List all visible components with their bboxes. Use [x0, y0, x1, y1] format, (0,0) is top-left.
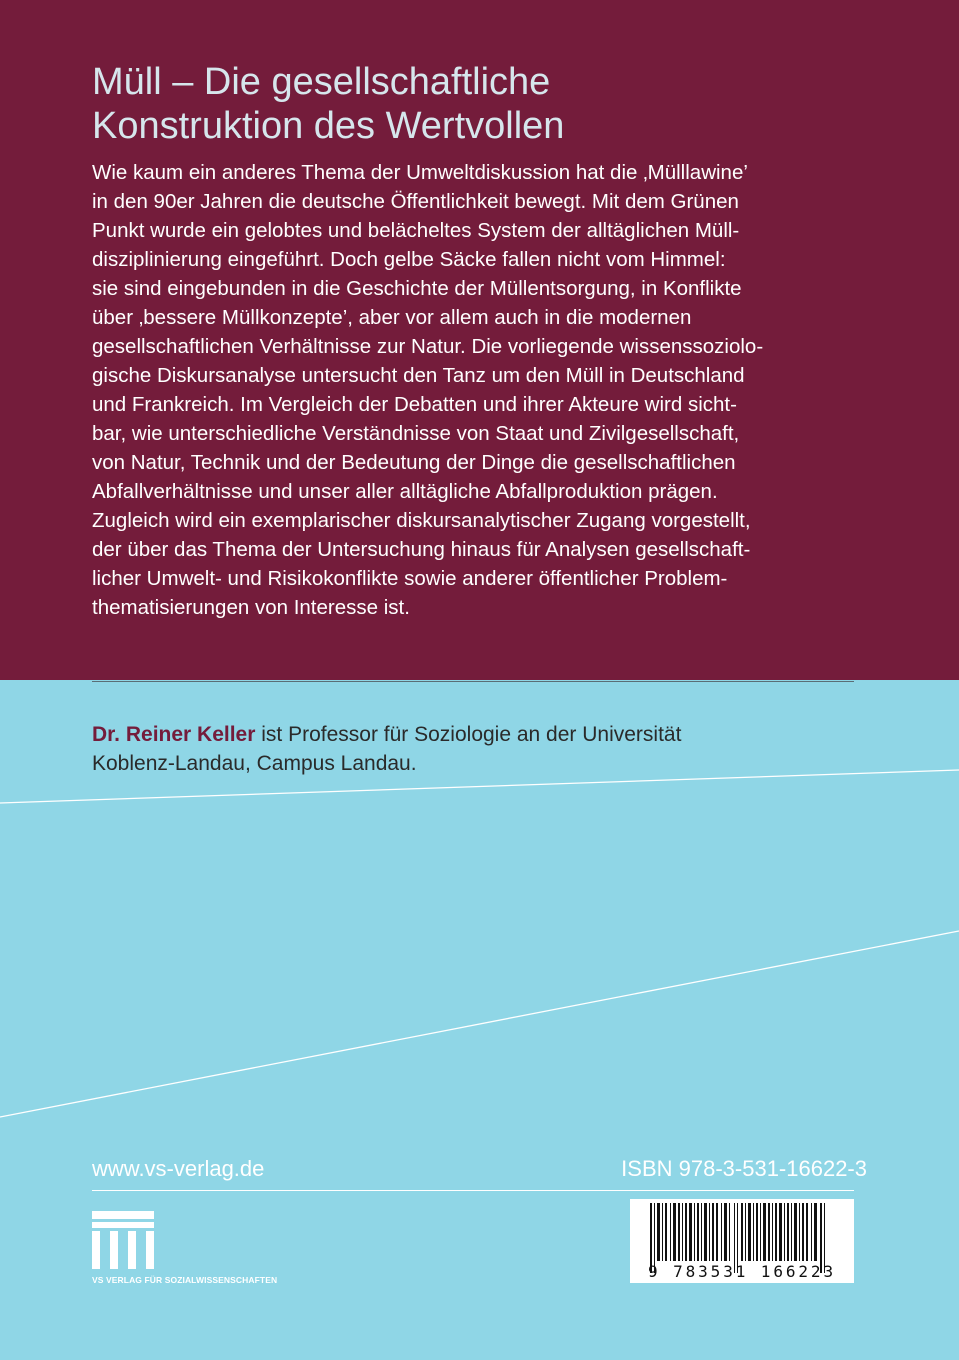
blurb-line: licher Umwelt- und Risikokonflikte sowie anderer öffentlicher Problem- [92, 567, 728, 590]
author-bio-line-1 [92, 720, 872, 749]
diagonal-line-bottom [0, 931, 959, 1117]
publisher-name: VS VERLAG FÜR SOZIALWISSENSCHAFTEN [92, 1275, 278, 1285]
blurb-line: Abfallverhältnisse und unser aller alltägliche Abfallproduktion prägen. [92, 480, 718, 503]
title-line-2: Konstruktion des Wertvollen [92, 105, 565, 147]
title-line-1: Müll – Die gesellschaftliche [92, 61, 551, 103]
isbn-label: ISBN 978-3-531-16622-3 [621, 1156, 867, 1181]
blurb-line: Wie kaum ein anderes Thema der Umweltdiskussion hat die ‚Mülllawine’ [92, 161, 748, 184]
blurb-line: Zugleich wird ein exemplarischer diskursanalytischer Zugang vorgestellt, [92, 509, 751, 532]
blurb-line: von Natur, Technik und der Bedeutung der Dinge die gesellschaftlichen [92, 451, 736, 474]
blurb-line: und Frankreich. Im Vergleich der Debatten und ihrer Akteure wird sicht- [92, 393, 737, 416]
barcode [630, 1199, 854, 1283]
blurb-line: thematisierungen von Interesse ist. [92, 596, 410, 619]
blurb-line: über ‚bessere Müllkonzepte’, aber vor allem auch in die modernen [92, 306, 692, 329]
author-bio [92, 720, 872, 778]
blurb-line: disziplinierung eingeführt. Doch gelbe Säcke fallen nicht vom Himmel: [92, 248, 726, 271]
author-bio-line-2: Koblenz-Landau, Campus Landau. [92, 752, 417, 775]
blurb-line: der über das Thema der Untersuchung hinaus für Analysen gesellschaft- [92, 538, 751, 561]
author-bio-text-1: ist Professor für Soziologie an der Universität [255, 723, 682, 746]
blurb-line: in den 90er Jahren die deutsche Öffentlichkeit bewegt. Mit dem Grünen [92, 190, 739, 213]
author-name: Dr. Reiner Keller [92, 723, 256, 746]
blurb-line: bar, wie unterschiedliche Verständnisse von Staat und Zivilgesellschaft, [92, 422, 740, 445]
blurb-line: sie sind eingebunden in die Geschichte der Müllentsorgung, in Konflikte [92, 277, 742, 300]
blurb-line: gesellschaftlichen Verhältnisse zur Natur. Die vorliegende wissenssoziolo- [92, 335, 764, 358]
barcode-digits: 9 783531 166223 [648, 1262, 836, 1281]
publisher-url[interactable]: www.vs-verlag.de [92, 1156, 265, 1181]
blurb-line: gische Diskursanalyse untersucht den Tanz um den Müll in Deutschland [92, 364, 745, 387]
blurb-line: Punkt wurde ein gelobtes und belächeltes System der alltäglichen Müll- [92, 219, 740, 242]
vs-verlag-logo-icon [92, 1211, 154, 1269]
footer-divider [92, 1190, 854, 1191]
